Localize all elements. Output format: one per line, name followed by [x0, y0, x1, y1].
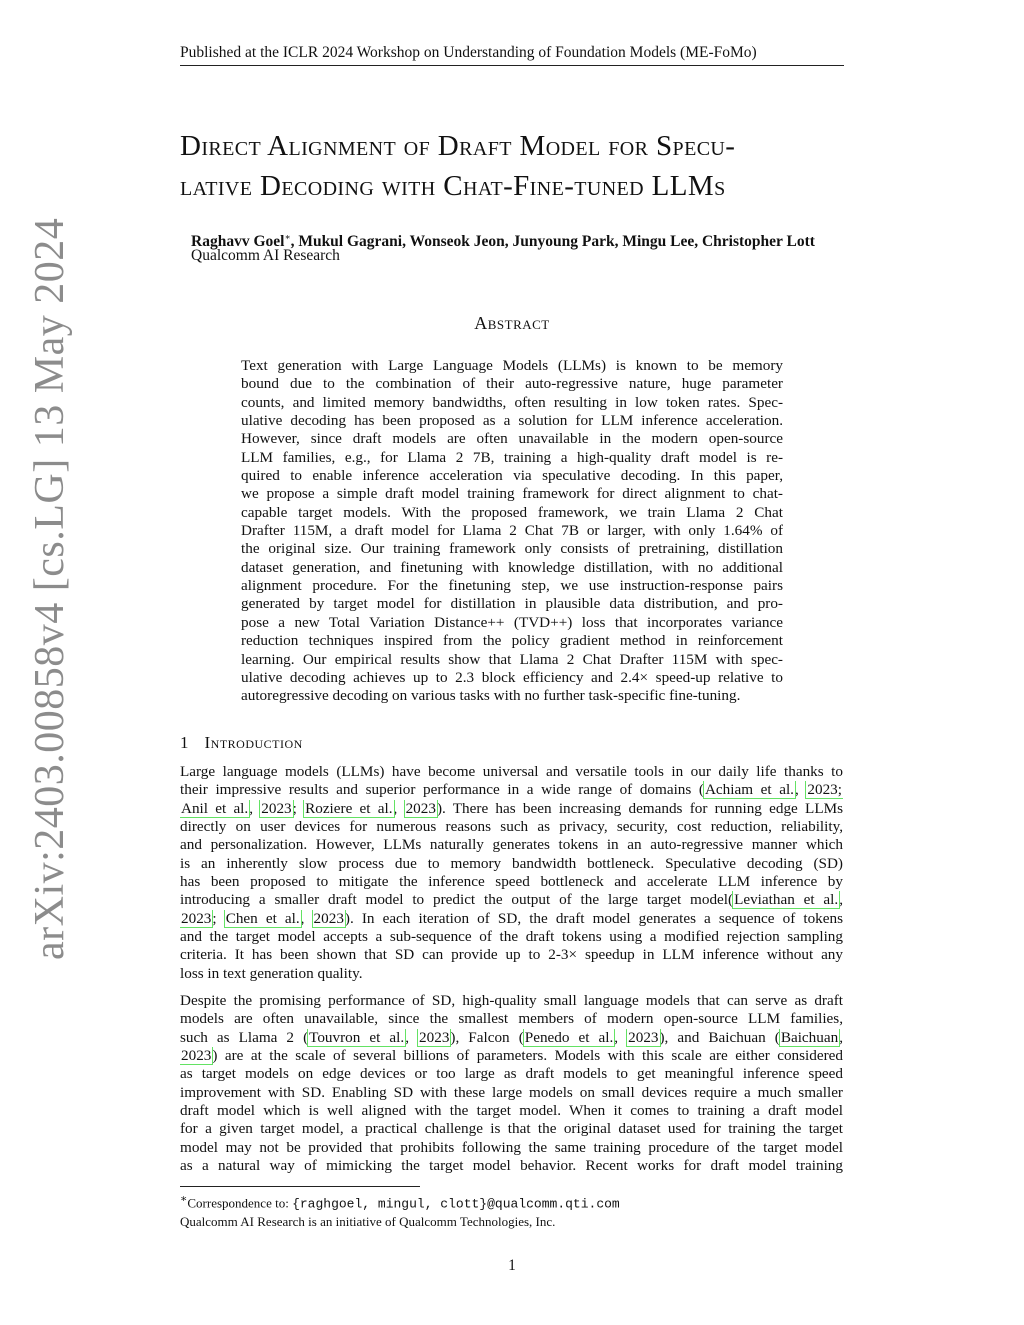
correspondence-emails: {raghgoel, mingul, clott}@qualcomm.qti.com: [292, 1196, 620, 1212]
line-text: ,: [839, 1028, 843, 1046]
abstract-heading: Abstract: [474, 313, 550, 333]
footnote-correspondence: [180, 1190, 844, 1213]
abstract-line: counts, and limited memory bandwidths, often resulting in low token rates. Spec-: [241, 393, 783, 411]
abstract-line: ulative decoding achieves up to 2.3 block efficiency and 2.4× speed-up relative to: [241, 668, 783, 686]
page-number: 1: [508, 1257, 516, 1274]
abstract-line: However, since draft models are often unavailable in the modern open-source: [241, 430, 783, 448]
line-text: ). There has been increasing demands for running edge LLMs: [436, 799, 843, 817]
line-text: ), Falcon (: [450, 1028, 524, 1046]
citation-link[interactable]: Leviathan et al.: [734, 891, 839, 909]
citation-link[interactable]: Roziere et al.: [305, 799, 393, 817]
citation-link[interactable]: 2023;: [807, 781, 842, 799]
line-text: ;: [212, 909, 225, 927]
paragraph-line: is an inherently slow process due to memory bandwidth bottleneck. Speculative decoding (SD): [180, 854, 843, 872]
citation-link[interactable]: Penedo et al.: [524, 1028, 614, 1046]
citation-link[interactable]: 2023: [181, 909, 212, 927]
paragraph-line: as target models on edge devices or too large as draft models to get meaningful inference speed: [180, 1065, 843, 1083]
intro-paragraph-2: [180, 992, 843, 1175]
abstract-line: LLM families, e.g., for Llama 2 7B, training a high-quality draft model is re-: [241, 448, 783, 466]
footnote-label: Correspondence to:: [187, 1195, 293, 1211]
paragraph-line: directly on user devices for numerous reasons such as privacy, security, cost reduction, reliability,: [180, 818, 843, 836]
citation-link[interactable]: Chen et al.: [225, 909, 300, 927]
abstract-line: alignment procedure. For the finetuning step, we use instruction-response pairs: [241, 577, 783, 595]
line-text: ,: [393, 799, 405, 817]
abstract-line: the original size. Our training framework only consists of pretraining, distillation: [241, 540, 783, 558]
paragraph-line: models are often unavailable, since the smallest members of modern open-source LLM families,: [180, 1010, 843, 1028]
citation-link[interactable]: 2023: [628, 1028, 659, 1046]
line-text: ) are at the scale of several billions of parameters. Models with this scale are either considered: [212, 1047, 843, 1065]
paper-title: [180, 126, 850, 206]
citation-link[interactable]: 2023: [313, 909, 344, 927]
paragraph-line: for a given target model, a practical challenge is that the original dataset used for training the target: [180, 1120, 843, 1138]
abstract-line: pose a new Total Variation Distance++ (TVD++) loss that incorporates variance: [241, 613, 783, 631]
abstract-line: we propose a simple draft model training framework for direct alignment to chat-: [241, 485, 783, 503]
abstract-line: learning. Our empirical results show that Llama 2 Chat Drafter 115M with spec-: [241, 650, 783, 668]
paragraph-line: loss in text generation quality.: [180, 964, 363, 982]
footnote-marker: ∗: [180, 1193, 188, 1205]
abstract-line: ulative decoding has been proposed as a solution for LLM inference acceleration.: [241, 412, 783, 430]
affiliation: Qualcomm AI Research: [191, 247, 340, 264]
correspondence-marker: ∗: [284, 232, 291, 242]
abstract-line: quired to enable inference acceleration via speculative decoding. In this paper,: [241, 467, 783, 485]
running-header: Published at the ICLR 2024 Workshop on Understanding of Foundation Models (ME-FoMo): [180, 42, 844, 66]
paragraph-line: model may not be provided that prohibits following the same training procedure of the target model: [180, 1138, 843, 1156]
citation-link[interactable]: 2023: [181, 1047, 212, 1065]
footnote: [180, 1190, 844, 1231]
paragraph-line: as a natural way of mimicking the target model behavior. Recent works for draft model training: [180, 1157, 843, 1175]
abstract-line: dataset generation, and finetuning with knowledge distillation, with no additional: [241, 558, 783, 576]
paragraph-line: [180, 891, 843, 909]
paragraph-line: Despite the promising performance of SD, high-quality small language models that can serve as draft: [180, 992, 843, 1009]
abstract-line: Text generation with Large Language Models (LLMs) is known to be memory: [241, 357, 783, 374]
line-text: ,: [839, 891, 843, 909]
line-text: ,: [405, 1028, 419, 1046]
citation-link[interactable]: Baichuan: [780, 1028, 839, 1046]
abstract-line: generated by target model for distillation in plausible data distribution, and pro-: [241, 595, 783, 613]
abstract-line: bound due to the combination of their auto-regressive nature, huge parameter: [241, 375, 783, 393]
paragraph-line: and personalization. However, LLMs naturally generates tokens in an auto-regressive manner which: [180, 836, 843, 854]
line-text: such as Llama 2 (: [180, 1028, 309, 1046]
abstract-line: reduction techniques inspired from the policy gradient method in reinforcement: [241, 632, 783, 650]
title-line-1: Direct Alignment of Draft Model for Specu-: [180, 130, 736, 162]
arxiv-stamp: arXiv:2403.00858v4 [cs.LG] 13 May 2024: [27, 217, 73, 960]
first-author: Raghavv Goel: [191, 233, 285, 251]
title-line-2: lative Decoding with Chat-Fine-tuned LLMs: [180, 170, 726, 202]
paragraph-line: criteria. It has been shown that SD can provide up to 2-3× speedup in LLM inference without any: [180, 946, 843, 964]
line-text: their impressive results and superior performance in a wide range of domains (: [180, 781, 704, 799]
line-text: ). In each iteration of SD, the draft model generates a sequence of tokens: [344, 909, 843, 927]
abstract-line: capable target models. With the proposed framework, we train Llama 2 Chat: [241, 503, 783, 521]
line-text: ), and Baichuan (: [659, 1028, 780, 1046]
paragraph-line: [180, 781, 843, 799]
abstract-body: [241, 357, 783, 706]
paragraph-line: [180, 800, 843, 818]
paragraph-line: has been proposed to mitigate the inference speed bottleneck and accelerate LLM inference by: [180, 873, 843, 891]
citation-link[interactable]: 2023: [261, 799, 292, 817]
footnote-divider: [180, 1186, 420, 1187]
paragraph-line: draft model which is well aligned with the target model. When it comes to training a draft model: [180, 1102, 843, 1120]
other-authors: , Mukul Gagrani, Wonseok Jeon, Junyoung Park, Mingu Lee, Christopher Lott: [290, 233, 815, 251]
paragraph-line: [180, 1029, 843, 1047]
citation-link[interactable]: 2023: [405, 799, 436, 817]
section-title: Introduction: [204, 733, 303, 752]
line-text: ,: [794, 781, 807, 799]
section-number: 1: [180, 733, 189, 752]
citation-link[interactable]: Achiam et al.: [704, 781, 794, 799]
line-text: ,: [249, 799, 261, 817]
citation-link[interactable]: 2023: [419, 1028, 450, 1046]
paragraph-line: [180, 910, 843, 928]
citation-link[interactable]: Anil et al.: [181, 799, 249, 817]
intro-paragraph-1: [180, 763, 843, 983]
citation-link[interactable]: Touvron et al.: [309, 1028, 405, 1046]
abstract-line: autoregressive decoding on various tasks with no further task-specific fine-tuning.: [241, 687, 741, 705]
paragraph-line: and the target model accepts a sub-sequence of the draft tokens using a modified rejection sampling: [180, 928, 843, 946]
abstract-line: Drafter 115M, a draft model for Llama 2 Chat 7B or larger, with only 1.64% of: [241, 522, 783, 540]
paragraph-line: improvement with SD. Enabling SD with these large models on small devices require a much smaller: [180, 1083, 843, 1101]
line-text: ,: [614, 1028, 628, 1046]
line-text: introducing a smaller draft model to predict the output of the large target model(: [180, 891, 734, 909]
line-text: ;: [292, 799, 305, 817]
paragraph-line: [180, 1047, 843, 1065]
footnote-initiative: Qualcomm AI Research is an initiative of Qualcomm Technologies, Inc.: [180, 1214, 556, 1230]
line-text: ,: [300, 909, 313, 927]
section-heading-introduction: [180, 733, 303, 753]
paragraph-line: Large language models (LLMs) have become universal and versatile tools in our daily life thanks to: [180, 763, 843, 780]
